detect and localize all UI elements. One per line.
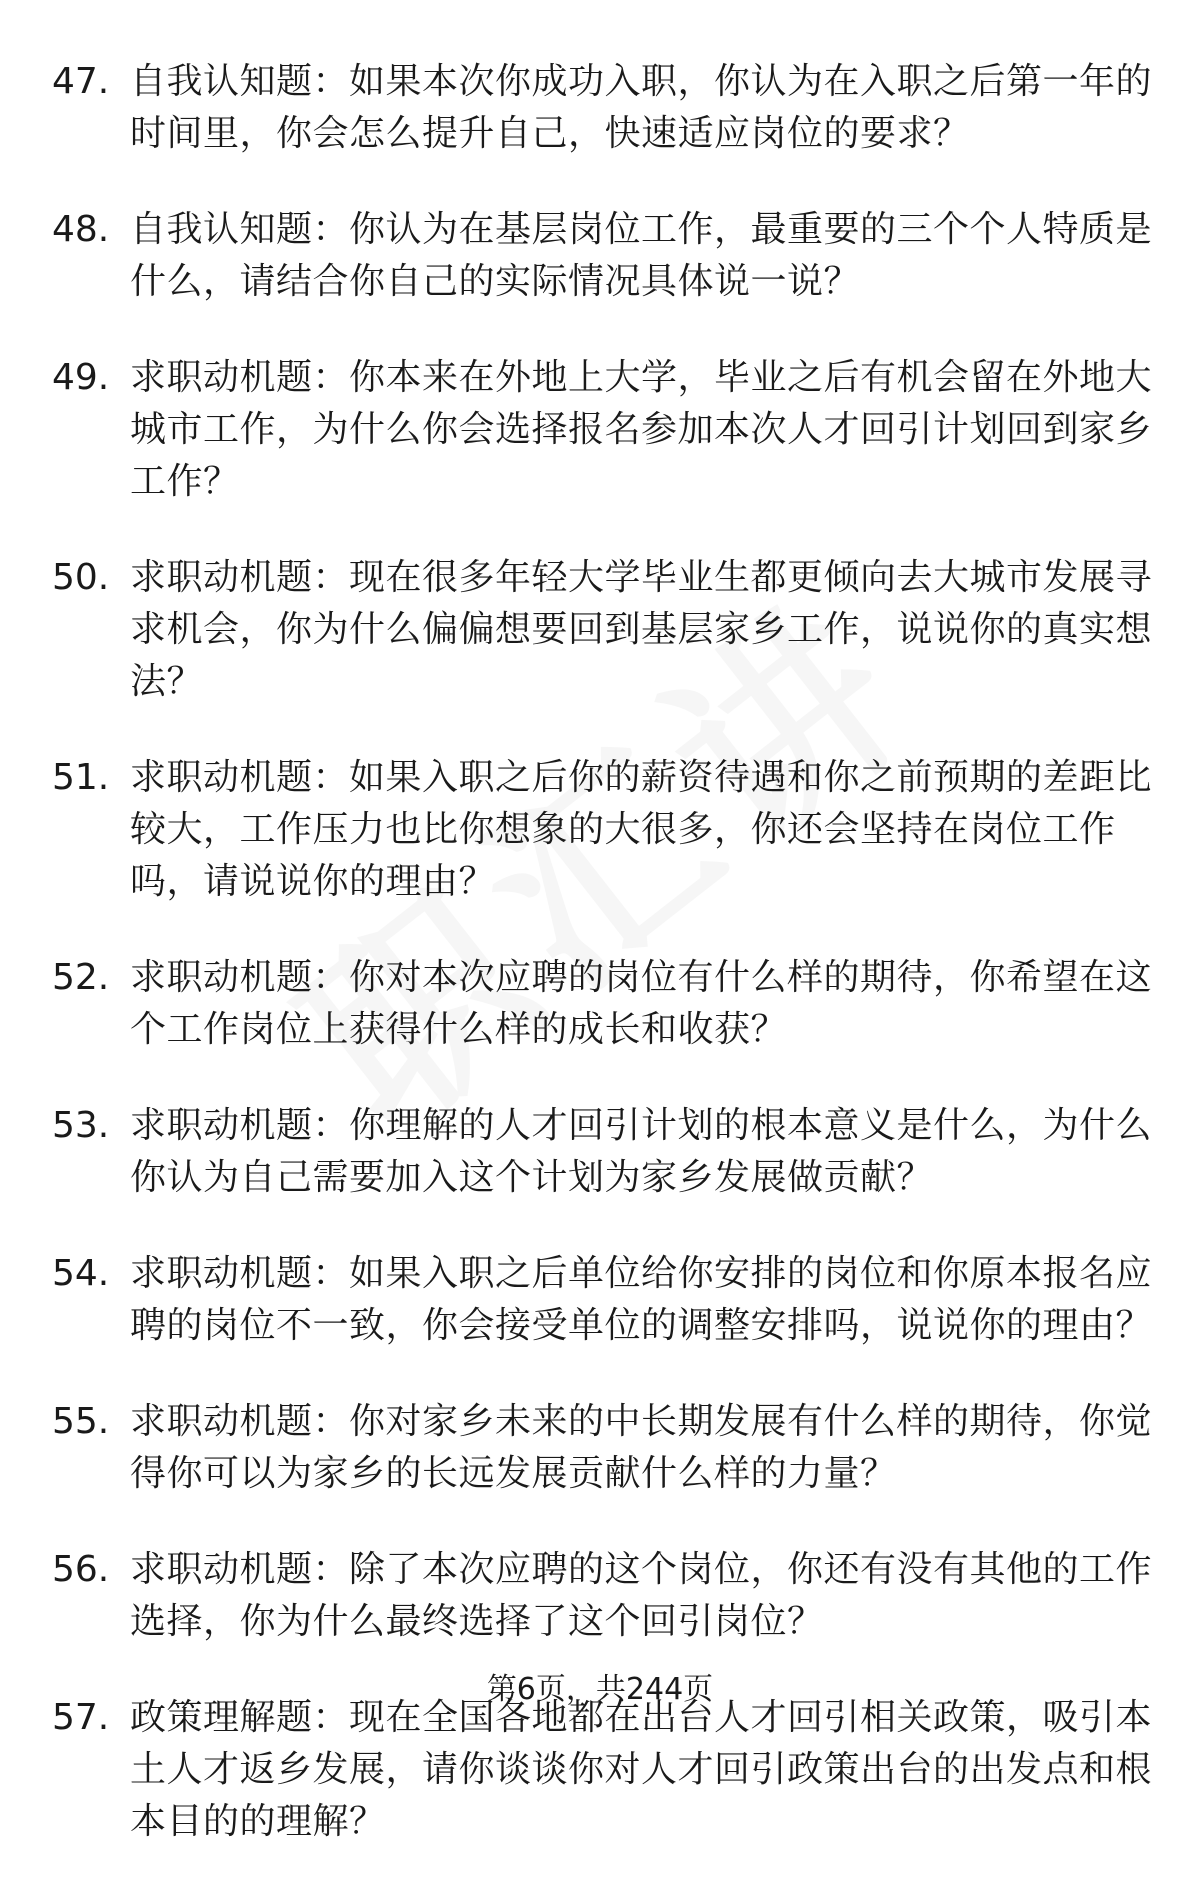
- question-number: 55.: [52, 1401, 110, 1442]
- question-number: 50.: [52, 557, 110, 598]
- question-number: 49.: [52, 357, 110, 398]
- question-item: [52, 952, 1152, 1056]
- question-text: 自我认知题：如果本次你成功入职，你认为在入职之后第一年的时间里，你会怎么提升自己，快速适应岗位的要求？: [130, 61, 1153, 154]
- page-number-footer: 第6页，共244页: [486, 1672, 714, 1707]
- question-item: [52, 1544, 1152, 1648]
- question-item: [52, 552, 1152, 708]
- question-number: 53.: [52, 1105, 110, 1146]
- question-number: 48.: [52, 209, 110, 250]
- question-item: [52, 1100, 1152, 1204]
- question-text: 求职动机题：除了本次应聘的这个岗位，你还有没有其他的工作选择，你为什么最终选择了这个回引岗位？: [130, 1549, 1153, 1642]
- question-item: [52, 56, 1152, 160]
- question-item: [52, 1248, 1152, 1352]
- question-item: [52, 204, 1152, 308]
- question-number: 54.: [52, 1253, 110, 1294]
- question-text: 求职动机题：你本来在外地上大学，毕业之后有机会留在外地大城市工作，为什么你会选择报名参加本次人才回引计划回到家乡工作？: [130, 357, 1153, 502]
- question-text: 求职动机题：现在很多年轻大学毕业生都更倾向去大城市发展寻求机会，你为什么偏偏想要回到基层家乡工作，说说你的真实想法？: [130, 557, 1153, 702]
- question-text: 自我认知题：你认为在基层岗位工作，最重要的三个个人特质是什么，请结合你自己的实际情况具体说一说？: [130, 209, 1153, 302]
- question-text: 求职动机题：你对本次应聘的岗位有什么样的期待，你希望在这个工作岗位上获得什么样的成长和收获？: [130, 957, 1153, 1050]
- question-list: [52, 56, 1152, 1892]
- question-number: 56.: [52, 1549, 110, 1590]
- question-text: 求职动机题：如果入职之后你的薪资待遇和你之前预期的差距比较大，工作压力也比你想象的大很多，你还会坚持在岗位工作吗，请说说你的理由？: [130, 757, 1153, 902]
- question-item: [52, 752, 1152, 908]
- question-text: 求职动机题：如果入职之后单位给你安排的岗位和你原本报名应聘的岗位不一致，你会接受单位的调整安排吗，说说你的理由？: [130, 1253, 1153, 1346]
- question-text: 政策理解题：现在全国各地都在出台人才回引相关政策，吸引本土人才返乡发展，请你谈谈你对人才回引政策出台的出发点和根本目的的理解？: [130, 1697, 1153, 1842]
- question-number: 57.: [52, 1697, 110, 1738]
- question-item: [52, 352, 1152, 508]
- question-text: 求职动机题：你理解的人才回引计划的根本意义是什么，为什么你认为自己需要加入这个计划为家乡发展做贡献？: [130, 1105, 1153, 1198]
- question-number: 47.: [52, 61, 110, 102]
- question-item: [52, 1692, 1152, 1848]
- question-number: 52.: [52, 957, 110, 998]
- question-item: [52, 1396, 1152, 1500]
- question-number: 51.: [52, 757, 110, 798]
- question-text: 求职动机题：你对家乡未来的中长期发展有什么样的期待，你觉得你可以为家乡的长远发展贡献什么样的力量？: [130, 1401, 1153, 1494]
